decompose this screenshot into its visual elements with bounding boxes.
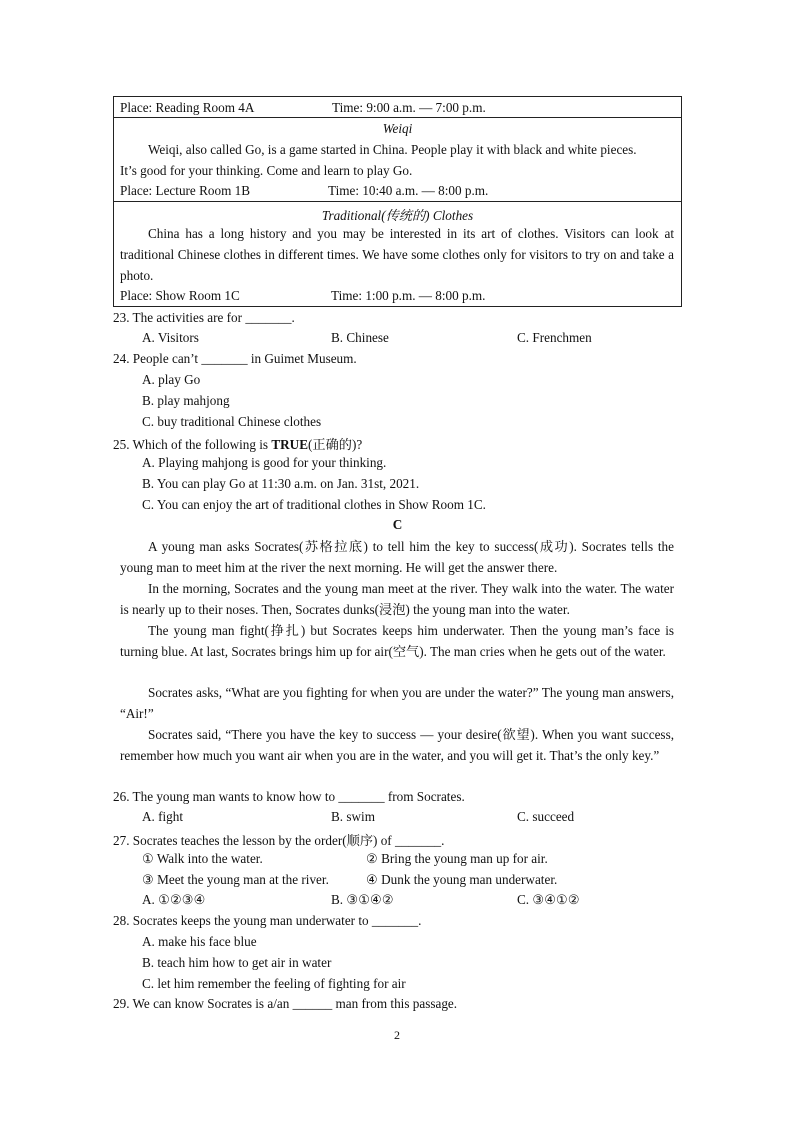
q25-option-c: C. You can enjoy the art of traditional clothes in Show Room 1C. xyxy=(142,497,486,512)
clothes-time: Time: 1:00 p.m. — 8:00 p.m. xyxy=(331,288,486,303)
q25-option-a: A. Playing mahjong is good for your thinking. xyxy=(142,455,387,470)
q25-option-b: B. You can play Go at 11:30 a.m. on Jan. 31st, 2021. xyxy=(142,476,420,491)
q27-step-3: ③ Meet the young man at the river. xyxy=(142,872,329,887)
q25-stem xyxy=(113,434,362,453)
q24-option-b: B. play mahjong xyxy=(142,393,230,408)
q25-stem-bold: TRUE xyxy=(271,437,308,452)
q27-option-c: C. ③④①② xyxy=(517,892,580,907)
page-number: 2 xyxy=(394,1028,400,1042)
q24-option-a: A. play Go xyxy=(142,372,201,387)
q23-option-a: A. Visitors xyxy=(142,330,199,345)
weiqi-title: Weiqi xyxy=(382,121,413,136)
section-c-heading: C xyxy=(392,517,403,532)
weiqi-line-2: It’s good for your thinking. Come and learn to play Go. xyxy=(120,163,413,178)
reading-room-time: Time: 9:00 a.m. — 7:00 p.m. xyxy=(332,100,486,115)
q28-option-c: C. let him remember the feeling of fighting for air xyxy=(142,976,406,991)
q23-option-c: C. Frenchmen xyxy=(517,330,592,345)
passage-paragraph-4: Socrates asks, “What are you fighting for when you are under the water?” The young man answers, “Air!” xyxy=(120,685,674,721)
passage-paragraph-3: The young man fight(挣扎) but Socrates keeps him underwater. Then the young man’s face is turning blue. At last, Socrates brings him up for air(空气). The man cries when he gets out of the water. xyxy=(120,623,674,659)
passage-paragraph-2: In the morning, Socrates and the young man meet at the river. They walk into the water. The water is nearly up to their noses. Then, Socrates dunks(浸泡) the young man into the water. xyxy=(120,581,674,617)
q28-option-b: B. teach him how to get air in water xyxy=(142,955,332,970)
weiqi-line-1: Weiqi, also called Go, is a game started in China. People play it with black and white pieces. xyxy=(148,142,637,157)
clothes-title: Traditional(传统的) Clothes xyxy=(321,208,474,223)
q25-stem-suffix: (正确的)? xyxy=(308,437,363,452)
q27-step-1: ① Walk into the water. xyxy=(142,851,263,866)
q26-option-c: C. succeed xyxy=(517,809,575,824)
clothes-place: Place: Show Room 1C xyxy=(120,288,240,303)
q24-stem: 24. People can’t _______ in Guimet Museum. xyxy=(113,351,357,366)
q23-option-b: B. Chinese xyxy=(331,330,389,345)
q28-stem: 28. Socrates keeps the young man underwater to _______. xyxy=(113,913,422,928)
q27-option-b: B. ③①④② xyxy=(331,892,394,907)
q26-stem: 26. The young man wants to know how to _______ from Socrates. xyxy=(113,789,465,804)
weiqi-time: Time: 10:40 a.m. — 8:00 p.m. xyxy=(328,183,489,198)
q27-stem: 27. Socrates teaches the lesson by the order(顺序) of _______. xyxy=(113,833,445,848)
passage-paragraph-1: A young man asks Socrates(苏格拉底) to tell him the key to success(成功). Socrates tells the young man to meet him at the river the next morning. He will get the answer there. xyxy=(120,539,674,575)
q25-stem-text: 25. Which of the following is xyxy=(113,437,272,452)
weiqi-place: Place: Lecture Room 1B xyxy=(120,183,251,198)
q23-stem: 23. The activities are for _______. xyxy=(113,310,295,325)
table-divider xyxy=(113,117,682,118)
q24-option-c: C. buy traditional Chinese clothes xyxy=(142,414,322,429)
q29-stem: 29. We can know Socrates is a/an ______ man from this passage. xyxy=(113,996,458,1011)
table-divider xyxy=(113,201,682,202)
clothes-description: China has a long history and you may be interested in its art of clothes. Visitors can look at traditional Chinese clothes in different times. We have some clothes only for visitors to try on and take a photo. xyxy=(120,226,674,283)
q26-option-a: A. fight xyxy=(142,809,184,824)
q28-option-a: A. make his face blue xyxy=(142,934,257,949)
passage-paragraph-5: Socrates said, “There you have the key to success — your desire(欲望). When you want success, remember how much you want air when you are in the water, and you will get it. That’s the only key.” xyxy=(120,727,674,763)
reading-room-place: Place: Reading Room 4A xyxy=(120,100,255,115)
q27-step-2: ② Bring the young man up for air. xyxy=(366,851,548,866)
q27-option-a: A. ①②③④ xyxy=(142,892,206,907)
q26-option-b: B. swim xyxy=(331,809,375,824)
q27-step-4: ④ Dunk the young man underwater. xyxy=(366,872,558,887)
